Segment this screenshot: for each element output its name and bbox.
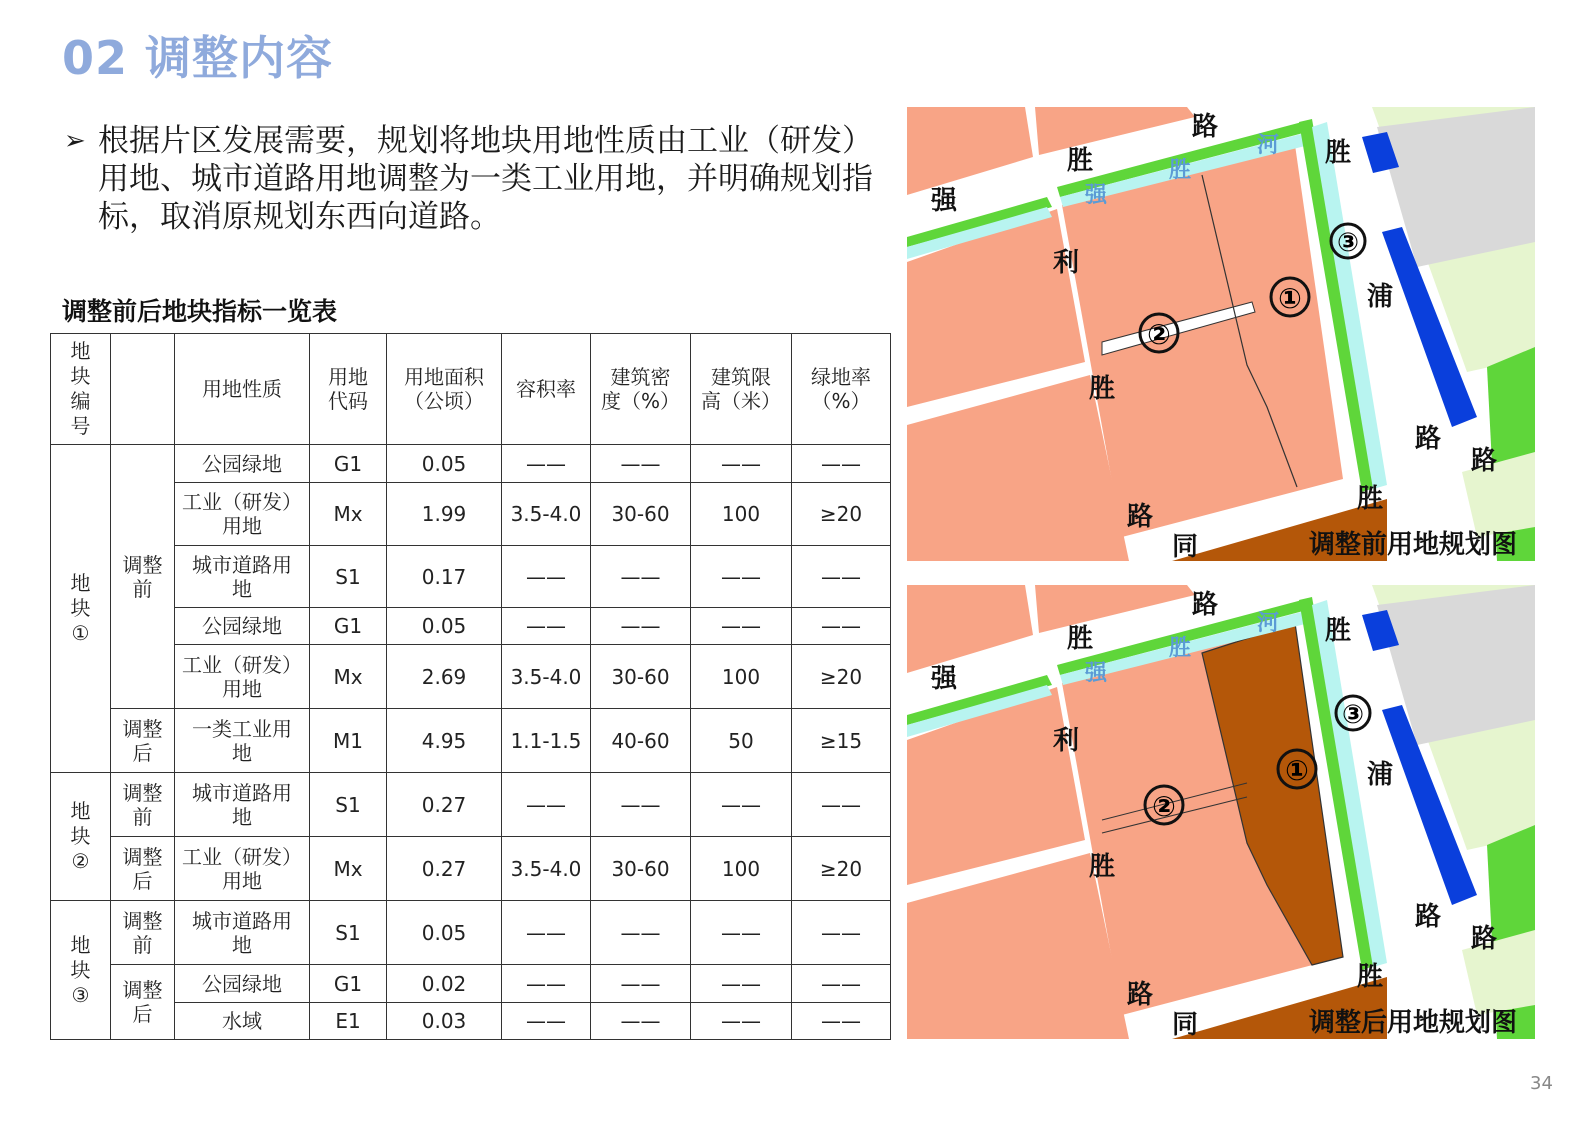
cell-far: 3.5-4.0 — [502, 645, 591, 709]
cell-density: —— — [591, 965, 691, 1003]
block-2-label: 地 块 ② — [51, 773, 111, 901]
svg-text:胜: 胜 — [1325, 616, 1352, 646]
svg-text:胜: 胜 — [1067, 624, 1094, 654]
table-header-row — [51, 334, 891, 445]
cell-use: 水域 — [175, 1003, 310, 1040]
cell-green: ≥15 — [792, 709, 891, 773]
stage-before: 调整 前 — [111, 901, 175, 965]
cell-height: —— — [691, 546, 792, 608]
cell-far: —— — [502, 965, 591, 1003]
svg-text:浦: 浦 — [1367, 760, 1394, 790]
svg-text:利: 利 — [1053, 248, 1080, 278]
table-row — [51, 445, 891, 483]
header-green: 绿地率 （%） — [792, 334, 891, 445]
cell-green: —— — [792, 1003, 891, 1040]
cell-area: 0.17 — [387, 546, 502, 608]
cell-height: 100 — [691, 645, 792, 709]
cell-area: 0.02 — [387, 965, 502, 1003]
parcel-label-1: ① — [1278, 282, 1302, 315]
cell-density: —— — [591, 546, 691, 608]
cell-height: 100 — [691, 483, 792, 546]
cell-use: 工业（研发） 用地 — [175, 837, 310, 901]
svg-text:河: 河 — [1257, 133, 1280, 158]
cell-area: 2.69 — [387, 645, 502, 709]
header-stage — [111, 334, 175, 445]
cell-code: Mx — [310, 837, 387, 901]
header-use: 用地性质 — [175, 334, 310, 445]
cell-height: —— — [691, 901, 792, 965]
header-area: 用地面积 （公顷） — [387, 334, 502, 445]
cell-green: —— — [792, 546, 891, 608]
cell-green: —— — [792, 901, 891, 965]
table-row — [51, 773, 891, 837]
cell-density: —— — [591, 901, 691, 965]
cell-height: 100 — [691, 837, 792, 901]
cell-green: —— — [792, 773, 891, 837]
cell-area: 1.99 — [387, 483, 502, 546]
cell-area: 0.27 — [387, 837, 502, 901]
block-1-label: 地 块 ① — [51, 445, 111, 773]
cell-code: S1 — [310, 546, 387, 608]
cell-height: —— — [691, 608, 792, 645]
svg-text:胜: 胜 — [1169, 636, 1192, 661]
cell-code: G1 — [310, 445, 387, 483]
stage-before: 调整 前 — [111, 773, 175, 837]
cell-far: 1.1-1.5 — [502, 709, 591, 773]
svg-text:胜: 胜 — [1169, 158, 1192, 183]
svg-text:河: 河 — [1257, 611, 1280, 636]
parcel-label-3: ③ — [1336, 228, 1360, 258]
table-title: 调整前后地块指标一览表 — [62, 297, 338, 326]
cell-far: —— — [502, 445, 591, 483]
stage-after: 调整 后 — [111, 709, 175, 773]
cell-use: 公园绿地 — [175, 445, 310, 483]
svg-text:②: ② — [1152, 790, 1176, 823]
stage-after: 调整 后 — [111, 965, 175, 1040]
svg-text:路: 路 — [1415, 424, 1442, 454]
block-3-label: 地 块 ③ — [51, 901, 111, 1040]
svg-text:路: 路 — [1192, 112, 1219, 142]
cell-green: ≥20 — [792, 483, 891, 546]
svg-text:路: 路 — [1471, 446, 1498, 476]
cell-height: —— — [691, 773, 792, 837]
cell-green: ≥20 — [792, 645, 891, 709]
svg-text:路: 路 — [1471, 924, 1498, 954]
table-row — [51, 645, 891, 709]
cell-density: 30-60 — [591, 837, 691, 901]
cell-far: —— — [502, 773, 591, 837]
cell-code: M1 — [310, 709, 387, 773]
cell-area: 0.05 — [387, 901, 502, 965]
cell-area: 0.03 — [387, 1003, 502, 1040]
cell-green: —— — [792, 608, 891, 645]
svg-text:①: ① — [1285, 754, 1309, 787]
table-row — [51, 965, 891, 1003]
cell-density: 30-60 — [591, 483, 691, 546]
table-row — [51, 1003, 891, 1040]
cell-height: —— — [691, 445, 792, 483]
table-row — [51, 483, 891, 546]
cell-height: —— — [691, 1003, 792, 1040]
header-density: 建筑密 度（%） — [591, 334, 691, 445]
map-after — [907, 585, 1535, 1039]
table-row — [51, 837, 891, 901]
cell-code: G1 — [310, 608, 387, 645]
cell-density: —— — [591, 445, 691, 483]
cell-density: 40-60 — [591, 709, 691, 773]
header-far: 容积率 — [502, 334, 591, 445]
page-number: 34 — [1530, 1073, 1553, 1094]
cell-density: 30-60 — [591, 645, 691, 709]
cell-code: Mx — [310, 483, 387, 546]
header-block: 地 块 编 号 — [51, 334, 111, 445]
svg-text:强: 强 — [931, 186, 958, 216]
cell-far: 3.5-4.0 — [502, 837, 591, 901]
svg-text:强: 强 — [1085, 661, 1108, 686]
svg-text:路: 路 — [1415, 902, 1442, 932]
svg-text:胜: 胜 — [1089, 374, 1116, 404]
svg-text:③: ③ — [1341, 700, 1365, 730]
header-code: 用地 代码 — [310, 334, 387, 445]
cell-use: 城市道路用 地 — [175, 901, 310, 965]
map-before-title: 调整前用地规划图 — [1309, 530, 1518, 560]
cell-far: —— — [502, 546, 591, 608]
cell-code: G1 — [310, 965, 387, 1003]
svg-text:浦: 浦 — [1367, 282, 1394, 312]
cell-use: 工业（研发） 用地 — [175, 645, 310, 709]
svg-text:路: 路 — [1127, 980, 1154, 1010]
cell-height: —— — [691, 965, 792, 1003]
svg-text:强: 强 — [931, 664, 958, 694]
cell-green: —— — [792, 965, 891, 1003]
cell-area: 4.95 — [387, 709, 502, 773]
cell-area: 0.27 — [387, 773, 502, 837]
parcel-label-2: ② — [1147, 318, 1171, 351]
cell-area: 0.05 — [387, 445, 502, 483]
svg-text:胜: 胜 — [1357, 484, 1384, 514]
cell-density: —— — [591, 608, 691, 645]
arrow-bullet-icon: ➢ — [64, 126, 86, 156]
cell-density: —— — [591, 1003, 691, 1040]
cell-use: 公园绿地 — [175, 965, 310, 1003]
cell-far: —— — [502, 608, 591, 645]
table-row — [51, 709, 891, 773]
table-row — [51, 901, 891, 965]
svg-text:同: 同 — [1172, 532, 1199, 561]
svg-text:路: 路 — [1127, 502, 1154, 532]
cell-green: —— — [792, 445, 891, 483]
page-title: 02 调整内容 — [62, 31, 334, 85]
cell-code: Mx — [310, 645, 387, 709]
stage-after: 调整 后 — [111, 837, 175, 901]
cell-green: ≥20 — [792, 837, 891, 901]
svg-text:强: 强 — [1085, 183, 1108, 208]
summary-text: 根据片区发展需要，规划将地块用地性质由工业（研发）用地、城市道路用地调整为一类工业用地，并明确规划指标，取消原规划东西向道路。 — [98, 123, 873, 235]
cell-density: —— — [591, 773, 691, 837]
table-row — [51, 546, 891, 608]
summary-bullet — [64, 122, 894, 236]
svg-text:利: 利 — [1053, 726, 1080, 756]
cell-code: E1 — [310, 1003, 387, 1040]
cell-use: 一类工业用 地 — [175, 709, 310, 773]
cell-use: 城市道路用 地 — [175, 773, 310, 837]
svg-text:胜: 胜 — [1089, 852, 1116, 882]
cell-far: —— — [502, 901, 591, 965]
indicator-table — [50, 333, 891, 1040]
cell-far: 3.5-4.0 — [502, 483, 591, 546]
cell-use: 工业（研发） 用地 — [175, 483, 310, 546]
svg-text:胜: 胜 — [1067, 146, 1094, 176]
cell-use: 城市道路用 地 — [175, 546, 310, 608]
cell-code: S1 — [310, 773, 387, 837]
svg-text:胜: 胜 — [1325, 138, 1352, 168]
map-after-title: 调整后用地规划图 — [1309, 1008, 1518, 1038]
cell-far: —— — [502, 1003, 591, 1040]
svg-text:同: 同 — [1172, 1010, 1199, 1039]
cell-height: 50 — [691, 709, 792, 773]
svg-text:路: 路 — [1192, 590, 1219, 620]
stage-before: 调整 前 — [111, 445, 175, 709]
table-row — [51, 608, 891, 645]
header-height: 建筑限 高（米） — [691, 334, 792, 445]
svg-text:胜: 胜 — [1357, 962, 1384, 992]
cell-use: 公园绿地 — [175, 608, 310, 645]
cell-area: 0.05 — [387, 608, 502, 645]
cell-code: S1 — [310, 901, 387, 965]
map-before — [907, 107, 1535, 561]
